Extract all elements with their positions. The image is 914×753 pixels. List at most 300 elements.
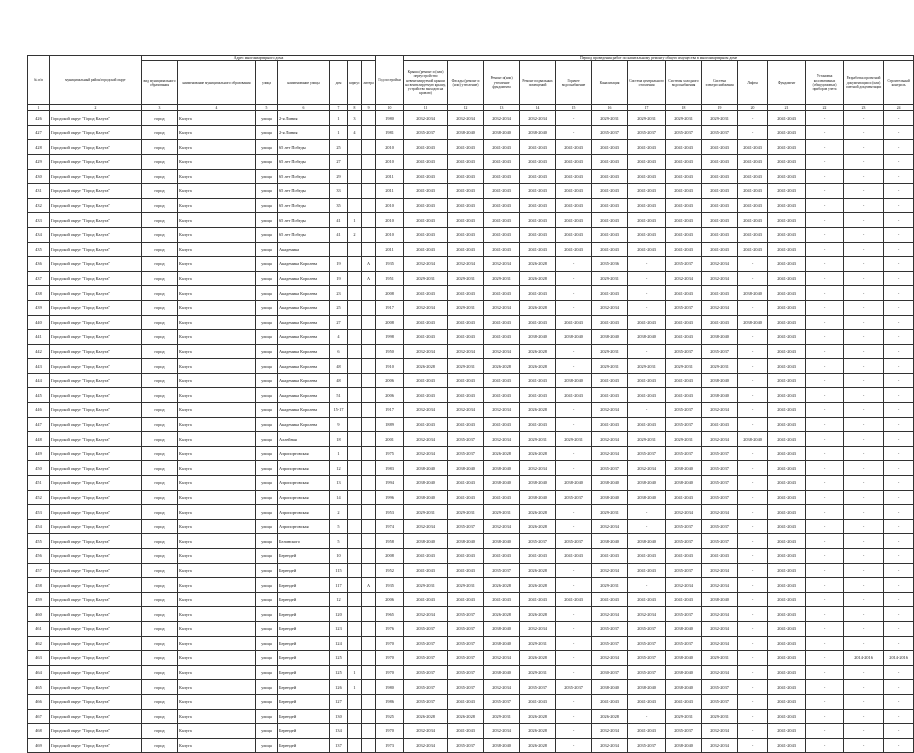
roof-cell: 2032-2034 xyxy=(404,300,448,315)
house-cell: 41 xyxy=(330,213,348,228)
row-number-cell: 447 xyxy=(28,417,50,432)
electricity-cell: 2035-2037 xyxy=(702,490,738,505)
foundation-cell: 2041-2043 xyxy=(768,432,806,447)
municipality-type-cell: город xyxy=(142,490,178,505)
municipality-name-cell: Калуга xyxy=(178,738,256,753)
roof-cell: 2029-2031 xyxy=(404,505,448,520)
basement-cell: 2041-2043 xyxy=(520,227,556,242)
table-row xyxy=(28,724,914,739)
municipality-name-cell: Калуга xyxy=(178,665,256,680)
street-type-cell: улица xyxy=(256,651,278,666)
construction-control-cell: - xyxy=(884,724,914,739)
foundation-cell: 2041-2043 xyxy=(768,534,806,549)
meters-cell: - xyxy=(806,519,844,534)
row-number-cell: 445 xyxy=(28,388,50,403)
foundation-repair-cell: 2032-2034 xyxy=(484,651,520,666)
building-cell xyxy=(348,330,362,345)
building-cell xyxy=(348,140,362,155)
letter-cell xyxy=(362,154,376,169)
sewerage-cell: 2041-2043 xyxy=(592,140,628,155)
district-cell: Городской округ "Город Калуга" xyxy=(50,724,142,739)
street-name-cell: Академика Королева xyxy=(278,388,330,403)
column-number: 16 xyxy=(592,105,628,111)
elevators-cell: - xyxy=(738,607,768,622)
elevators-cell: - xyxy=(738,621,768,636)
meters-cell: - xyxy=(806,257,844,272)
basement-cell: 2032-2034 xyxy=(520,111,556,126)
facade-cell: 2041-2043 xyxy=(448,198,484,213)
foundation-cell: 2041-2043 xyxy=(768,621,806,636)
meters-cell: - xyxy=(806,476,844,491)
facade-cell: 2041-2043 xyxy=(448,476,484,491)
meters-cell: - xyxy=(806,403,844,418)
build-year-cell: 1973 xyxy=(376,738,404,753)
table-row xyxy=(28,476,914,491)
letter-cell xyxy=(362,111,376,126)
building-cell xyxy=(348,651,362,666)
house-cell: 12 xyxy=(330,461,348,476)
meters-cell: - xyxy=(806,607,844,622)
design-docs-cell: - xyxy=(844,432,884,447)
elevators-cell: 2038-2040 xyxy=(738,432,768,447)
header-municipality-type: вид муниципального образования xyxy=(142,61,178,105)
row-number-cell: 437 xyxy=(28,271,50,286)
municipality-type-cell: город xyxy=(142,242,178,257)
table-row xyxy=(28,359,914,374)
letter-cell xyxy=(362,286,376,301)
letter-cell xyxy=(362,519,376,534)
street-type-cell: улица xyxy=(256,271,278,286)
foundation-cell: 2041-2043 xyxy=(768,446,806,461)
municipality-type-cell: город xyxy=(142,286,178,301)
meters-cell: - xyxy=(806,724,844,739)
municipality-name-cell: Калуга xyxy=(178,724,256,739)
design-docs-cell: - xyxy=(844,359,884,374)
elevators-cell: - xyxy=(738,534,768,549)
cold-water-cell: 2032-2034 xyxy=(666,505,702,520)
build-year-cell: 2006 xyxy=(376,388,404,403)
cold-water-cell: 2041-2043 xyxy=(666,330,702,345)
municipality-type-cell: город xyxy=(142,563,178,578)
building-cell: 1 xyxy=(348,665,362,680)
house-cell: 1 xyxy=(330,111,348,126)
basement-cell: 2026-2028 xyxy=(520,505,556,520)
facade-cell: 2035-2037 xyxy=(448,519,484,534)
basement-cell: 2026-2028 xyxy=(520,607,556,622)
building-cell: 2 xyxy=(348,227,362,242)
basement-cell: 2026-2028 xyxy=(520,344,556,359)
letter-cell xyxy=(362,125,376,140)
column-number: 3 xyxy=(142,105,178,111)
table-row xyxy=(28,169,914,184)
building-cell xyxy=(348,621,362,636)
elevators-cell: - xyxy=(738,257,768,272)
header-design-docs: Разработка проектной документации и (или) сметной документации xyxy=(844,61,884,105)
electricity-cell: 2032-2034 xyxy=(702,432,738,447)
street-name-cell: Аэропортовская xyxy=(278,476,330,491)
cold-water-cell: 2041-2043 xyxy=(666,592,702,607)
municipality-type-cell: город xyxy=(142,461,178,476)
table-body xyxy=(28,111,914,753)
hot-water-cell: 2038-2040 xyxy=(556,476,592,491)
municipality-type-cell: город xyxy=(142,549,178,564)
letter-cell xyxy=(362,563,376,578)
municipality-name-cell: Калуга xyxy=(178,519,256,534)
street-name-cell: 65 лет Победы xyxy=(278,198,330,213)
table-row xyxy=(28,490,914,505)
district-cell: Городской округ "Город Калуга" xyxy=(50,549,142,564)
construction-control-cell: - xyxy=(884,169,914,184)
house-cell: 6 xyxy=(330,344,348,359)
foundation-cell: 2041-2043 xyxy=(768,286,806,301)
table-row xyxy=(28,680,914,695)
build-year-cell: 2011 xyxy=(376,184,404,199)
elevators-cell: - xyxy=(738,388,768,403)
construction-control-cell: - xyxy=(884,125,914,140)
design-docs-cell: - xyxy=(844,446,884,461)
street-name-cell: 65 лет Победы xyxy=(278,154,330,169)
sewerage-cell: 2038-2040 xyxy=(592,490,628,505)
street-name-cell: Академика Королева xyxy=(278,315,330,330)
design-docs-cell: - xyxy=(844,490,884,505)
elevators-cell: - xyxy=(738,680,768,695)
design-docs-cell: - xyxy=(844,257,884,272)
house-cell: 48 xyxy=(330,359,348,374)
building-cell xyxy=(348,403,362,418)
municipality-type-cell: город xyxy=(142,621,178,636)
hot-water-cell: - xyxy=(556,651,592,666)
build-year-cell: 1925 xyxy=(376,709,404,724)
street-type-cell: улица xyxy=(256,636,278,651)
building-cell xyxy=(348,490,362,505)
roof-cell: 2041-2043 xyxy=(404,286,448,301)
cold-water-cell: 2041-2043 xyxy=(666,315,702,330)
municipality-name-cell: Калуга xyxy=(178,549,256,564)
build-year-cell: 1958 xyxy=(376,534,404,549)
row-number-cell: 463 xyxy=(28,651,50,666)
heating-cell: 2041-2043 xyxy=(628,592,666,607)
heating-cell: 2041-2043 xyxy=(628,184,666,199)
column-number: 19 xyxy=(702,105,738,111)
district-cell: Городской округ "Город Калуга" xyxy=(50,111,142,126)
street-name-cell: Белинского xyxy=(278,534,330,549)
roof-cell: 2041-2043 xyxy=(404,388,448,403)
construction-control-cell: - xyxy=(884,694,914,709)
basement-cell: 2026-2028 xyxy=(520,257,556,272)
house-cell: 29 xyxy=(330,169,348,184)
elevators-cell: 2041-2043 xyxy=(738,198,768,213)
heating-cell: 2029-2031 xyxy=(628,432,666,447)
build-year-cell: 2010 xyxy=(376,140,404,155)
cold-water-cell: 2035-2037 xyxy=(666,607,702,622)
street-type-cell: улица xyxy=(256,154,278,169)
row-number-cell: 431 xyxy=(28,184,50,199)
row-number-cell: 460 xyxy=(28,607,50,622)
municipality-name-cell: Калуга xyxy=(178,111,256,126)
design-docs-cell: - xyxy=(844,154,884,169)
column-number: 20 xyxy=(738,105,768,111)
street-name-cell: 65 лет Победы xyxy=(278,169,330,184)
house-cell: 27 xyxy=(330,154,348,169)
table-row xyxy=(28,257,914,272)
district-cell: Городской округ "Город Калуга" xyxy=(50,154,142,169)
design-docs-cell: - xyxy=(844,242,884,257)
row-number-cell: 441 xyxy=(28,330,50,345)
municipality-type-cell: город xyxy=(142,403,178,418)
municipality-type-cell: город xyxy=(142,344,178,359)
cold-water-cell: 2035-2037 xyxy=(666,344,702,359)
foundation-repair-cell: 2032-2034 xyxy=(484,111,520,126)
elevators-cell: - xyxy=(738,476,768,491)
row-number-cell: 443 xyxy=(28,359,50,374)
construction-control-cell: - xyxy=(884,359,914,374)
meters-cell: - xyxy=(806,680,844,695)
foundation-cell: 2041-2043 xyxy=(768,242,806,257)
street-type-cell: улица xyxy=(256,140,278,155)
build-year-cell: 1986 xyxy=(376,694,404,709)
cold-water-cell: 2041-2043 xyxy=(666,549,702,564)
electricity-cell: 2035-2037 xyxy=(702,446,738,461)
letter-cell xyxy=(362,169,376,184)
facade-cell: 2029-2031 xyxy=(448,505,484,520)
facade-cell: 2041-2043 xyxy=(448,490,484,505)
building-cell xyxy=(348,242,362,257)
row-number-cell: 433 xyxy=(28,213,50,228)
street-type-cell: улица xyxy=(256,665,278,680)
cold-water-cell: 2041-2043 xyxy=(666,388,702,403)
facade-cell: 2041-2043 xyxy=(448,694,484,709)
facade-cell: 2035-2037 xyxy=(448,738,484,753)
build-year-cell: 2008 xyxy=(376,549,404,564)
roof-cell: 2041-2043 xyxy=(404,330,448,345)
design-docs-cell: - xyxy=(844,694,884,709)
electricity-cell: 2035-2037 xyxy=(702,461,738,476)
municipality-name-cell: Калуга xyxy=(178,169,256,184)
meters-cell: - xyxy=(806,446,844,461)
build-year-cell: 1975 xyxy=(376,446,404,461)
hot-water-cell: - xyxy=(556,738,592,753)
elevators-cell: 2041-2043 xyxy=(738,184,768,199)
facade-cell: 2035-2037 xyxy=(448,651,484,666)
district-cell: Городской округ "Город Калуга" xyxy=(50,169,142,184)
electricity-cell: 2041-2043 xyxy=(702,417,738,432)
foundation-repair-cell: 2032-2034 xyxy=(484,257,520,272)
street-type-cell: улица xyxy=(256,213,278,228)
cold-water-cell: 2041-2043 xyxy=(666,242,702,257)
heating-cell: - xyxy=(628,344,666,359)
meters-cell: - xyxy=(806,563,844,578)
sewerage-cell: 2041-2043 xyxy=(592,184,628,199)
house-cell: 126 xyxy=(330,680,348,695)
electricity-cell: 2032-2034 xyxy=(702,665,738,680)
hot-water-cell: 2041-2043 xyxy=(556,140,592,155)
house-cell: 1 xyxy=(330,446,348,461)
hot-water-cell: - xyxy=(556,461,592,476)
meters-cell: - xyxy=(806,373,844,388)
electricity-cell: 2032-2034 xyxy=(702,403,738,418)
street-name-cell: Академика Королева xyxy=(278,417,330,432)
row-number-cell: 459 xyxy=(28,592,50,607)
roof-cell: 2026-2028 xyxy=(404,709,448,724)
meters-cell: - xyxy=(806,709,844,724)
heating-cell: 2038-2040 xyxy=(628,490,666,505)
meters-cell: - xyxy=(806,169,844,184)
electricity-cell: 2041-2043 xyxy=(702,154,738,169)
street-type-cell: улица xyxy=(256,373,278,388)
design-docs-cell: - xyxy=(844,271,884,286)
cold-water-cell: 2038-2040 xyxy=(666,665,702,680)
facade-cell: 2035-2037 xyxy=(448,636,484,651)
elevators-cell: - xyxy=(738,636,768,651)
municipality-name-cell: Калуга xyxy=(178,432,256,447)
sewerage-cell: 2032-2034 xyxy=(592,563,628,578)
hot-water-cell: - xyxy=(556,300,592,315)
build-year-cell: 1976 xyxy=(376,621,404,636)
elevators-cell: - xyxy=(738,738,768,753)
house-cell: 124 xyxy=(330,636,348,651)
meters-cell: - xyxy=(806,227,844,242)
facade-cell: 2026-2028 xyxy=(448,709,484,724)
elevators-cell: - xyxy=(738,709,768,724)
building-cell xyxy=(348,607,362,622)
header-build-year: Год постройки xyxy=(376,56,404,105)
house-cell: 2 xyxy=(330,505,348,520)
design-docs-cell: - xyxy=(844,315,884,330)
column-number: 23 xyxy=(844,105,884,111)
basement-cell: 2041-2043 xyxy=(520,549,556,564)
column-number: 8 xyxy=(348,105,362,111)
electricity-cell: 2032-2034 xyxy=(702,563,738,578)
design-docs-cell: - xyxy=(844,519,884,534)
foundation-cell: 2041-2043 xyxy=(768,694,806,709)
electricity-cell: 2041-2043 xyxy=(702,140,738,155)
electricity-cell: 2032-2034 xyxy=(702,300,738,315)
row-number-cell: 456 xyxy=(28,549,50,564)
foundation-repair-cell: 2038-2040 xyxy=(484,621,520,636)
header-group-address: Адрес многоквартирного дома xyxy=(142,56,376,61)
foundation-cell: 2041-2043 xyxy=(768,417,806,432)
cold-water-cell: 2041-2043 xyxy=(666,286,702,301)
building-cell xyxy=(348,709,362,724)
roof-cell: 2038-2040 xyxy=(404,461,448,476)
building-cell xyxy=(348,636,362,651)
column-number: 10 xyxy=(376,105,404,111)
sewerage-cell: 2032-2034 xyxy=(592,300,628,315)
facade-cell: 2041-2043 xyxy=(448,330,484,345)
design-docs-cell: - xyxy=(844,111,884,126)
municipality-name-cell: Калуга xyxy=(178,403,256,418)
row-number-cell: 469 xyxy=(28,738,50,753)
house-cell: 48 xyxy=(330,373,348,388)
electricity-cell: 2041-2043 xyxy=(702,184,738,199)
municipality-name-cell: Калуга xyxy=(178,286,256,301)
street-type-cell: улица xyxy=(256,476,278,491)
district-cell: Городской округ "Город Калуга" xyxy=(50,257,142,272)
basement-cell: 2041-2043 xyxy=(520,388,556,403)
header-cold-water: Системы холодного водоснабжения xyxy=(666,61,702,105)
row-number-cell: 432 xyxy=(28,198,50,213)
letter-cell xyxy=(362,432,376,447)
table-row xyxy=(28,636,914,651)
table-row xyxy=(28,592,914,607)
sewerage-cell: 2038-2040 xyxy=(592,330,628,345)
heating-cell: 2038-2040 xyxy=(628,330,666,345)
house-cell: 137 xyxy=(330,738,348,753)
heating-cell: 2041-2043 xyxy=(628,169,666,184)
street-type-cell: улица xyxy=(256,490,278,505)
elevators-cell: - xyxy=(738,125,768,140)
street-type-cell: улица xyxy=(256,184,278,199)
street-name-cell: Берендей xyxy=(278,621,330,636)
table-row xyxy=(28,738,914,753)
basement-cell: 2032-2034 xyxy=(520,461,556,476)
heating-cell: 2041-2043 xyxy=(628,213,666,228)
row-number-cell: 427 xyxy=(28,125,50,140)
column-number: 2 xyxy=(50,105,142,111)
foundation-cell: 2041-2043 xyxy=(768,709,806,724)
electricity-cell: 2041-2043 xyxy=(702,242,738,257)
electricity-cell: 2035-2037 xyxy=(702,680,738,695)
foundation-repair-cell: 2032-2034 xyxy=(484,724,520,739)
district-cell: Городской округ "Город Калуга" xyxy=(50,519,142,534)
foundation-cell: 2041-2043 xyxy=(768,563,806,578)
row-number-cell: 451 xyxy=(28,476,50,491)
table-row xyxy=(28,184,914,199)
row-number-cell: 439 xyxy=(28,300,50,315)
facade-cell: 2041-2043 xyxy=(448,373,484,388)
facade-cell: 2041-2043 xyxy=(448,315,484,330)
hot-water-cell: - xyxy=(556,403,592,418)
cold-water-cell: 2041-2043 xyxy=(666,694,702,709)
municipality-name-cell: Калуга xyxy=(178,476,256,491)
district-cell: Городской округ "Город Калуга" xyxy=(50,621,142,636)
build-year-cell: 1935 xyxy=(376,257,404,272)
street-name-cell: 65 лет Победы xyxy=(278,213,330,228)
column-number: 24 xyxy=(884,105,914,111)
build-year-cell: 1994 xyxy=(376,476,404,491)
street-name-cell: Берендей xyxy=(278,694,330,709)
hot-water-cell: - xyxy=(556,344,592,359)
house-cell: 5 xyxy=(330,519,348,534)
foundation-repair-cell: 2032-2034 xyxy=(484,519,520,534)
letter-cell xyxy=(362,227,376,242)
roof-cell: 2041-2043 xyxy=(404,563,448,578)
street-type-cell: улица xyxy=(256,680,278,695)
foundation-repair-cell: 2029-2031 xyxy=(484,505,520,520)
roof-cell: 2032-2034 xyxy=(404,111,448,126)
build-year-cell: 2010 xyxy=(376,227,404,242)
construction-control-cell: - xyxy=(884,446,914,461)
street-type-cell: улица xyxy=(256,709,278,724)
district-cell: Городской округ "Город Калуга" xyxy=(50,315,142,330)
sewerage-cell: 2032-2034 xyxy=(592,403,628,418)
cold-water-cell: 2032-2034 xyxy=(666,578,702,593)
construction-control-cell: - xyxy=(884,403,914,418)
roof-cell: 2041-2043 xyxy=(404,154,448,169)
facade-cell: 2041-2043 xyxy=(448,286,484,301)
foundation-cell: 2041-2043 xyxy=(768,300,806,315)
electricity-cell: 2032-2034 xyxy=(702,505,738,520)
district-cell: Городской округ "Город Калуга" xyxy=(50,140,142,155)
construction-control-cell: - xyxy=(884,490,914,505)
foundation-repair-cell: 2038-2040 xyxy=(484,461,520,476)
roof-cell: 2032-2034 xyxy=(404,446,448,461)
municipality-type-cell: город xyxy=(142,680,178,695)
header-basement: Ремонт подвальных помещений xyxy=(520,61,556,105)
house-cell: 4 xyxy=(330,330,348,345)
construction-control-cell: - xyxy=(884,505,914,520)
hot-water-cell: 2041-2043 xyxy=(556,169,592,184)
